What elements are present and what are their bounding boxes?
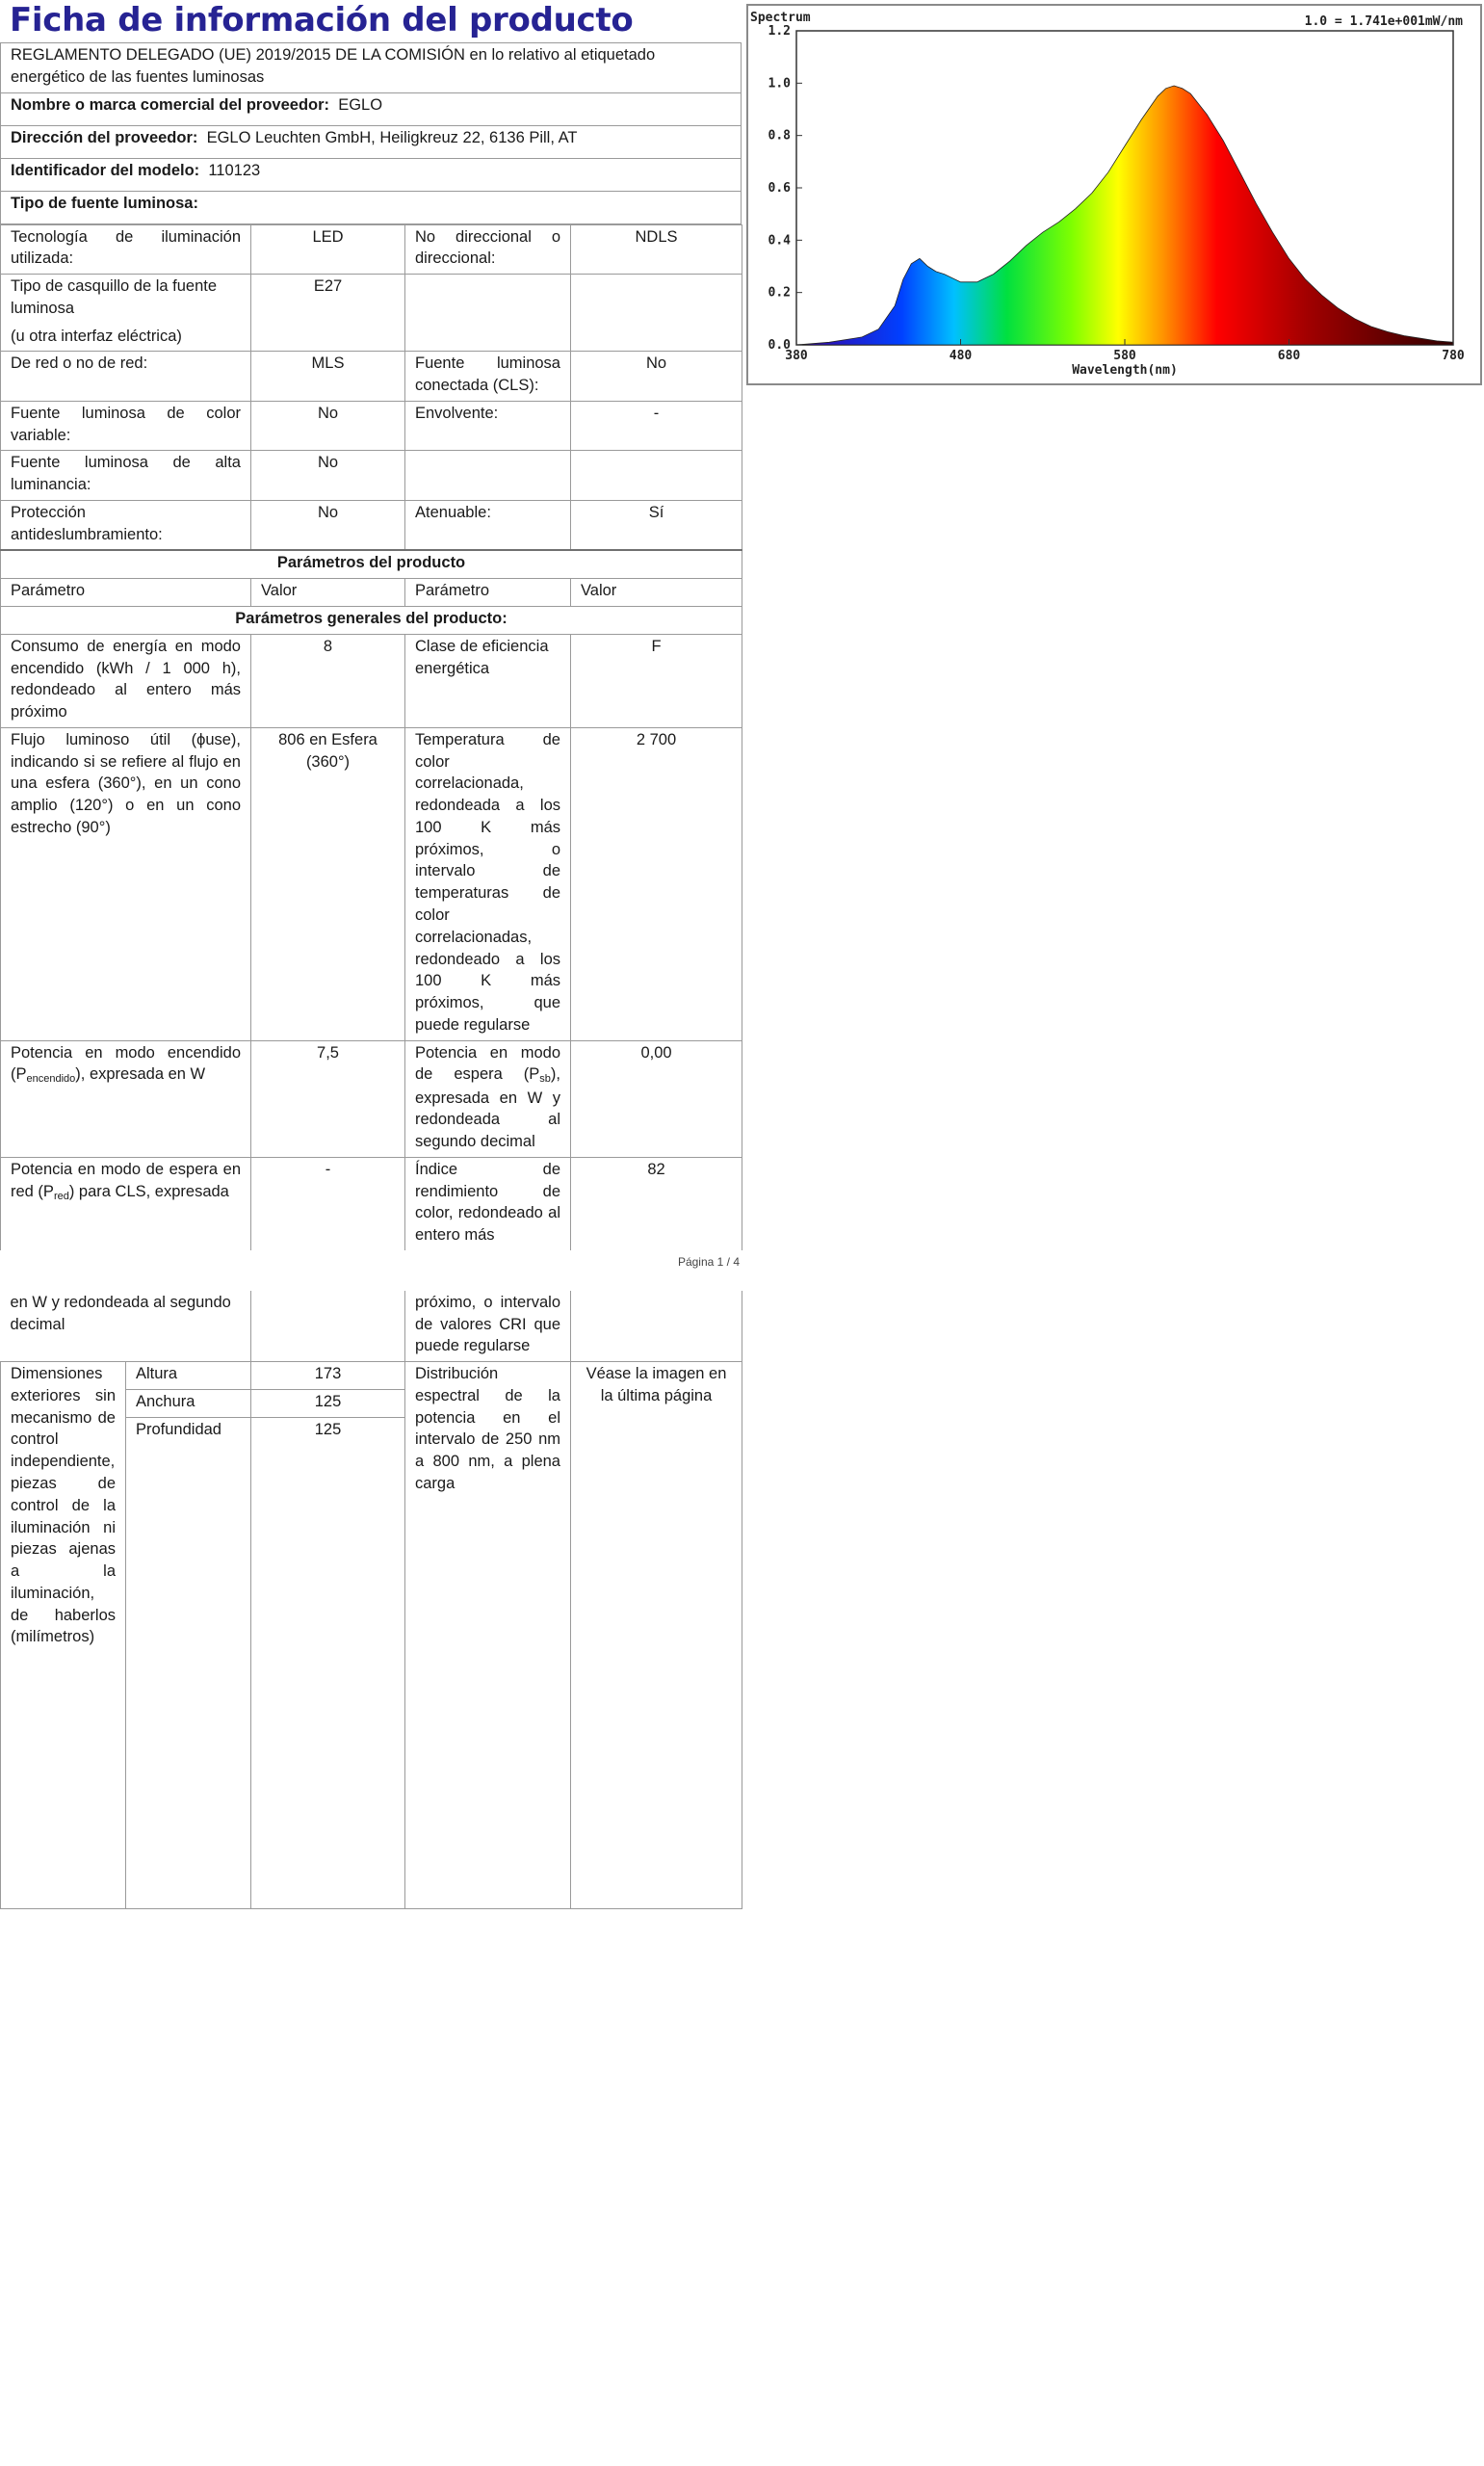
y-tick-label: 1.2 <box>768 24 791 39</box>
light-source-type-heading: Tipo de fuente luminosa: <box>1 191 742 223</box>
height-value: 173 <box>251 1362 405 1390</box>
col-value-header-2: Valor <box>571 579 742 607</box>
supplier-name-value: EGLO <box>338 95 383 114</box>
product-params-heading: Parámetros del producto <box>1 550 742 578</box>
standby-power-value: 0,00 <box>571 1040 742 1157</box>
y-tick-label: 0.6 <box>768 181 791 196</box>
col-param-header: Parámetro <box>1 579 251 607</box>
mains-label: De red o no de red: <box>1 352 251 402</box>
spectrum-series-area <box>796 86 1453 345</box>
dimmable-label: Atenuable: <box>405 500 571 550</box>
x-tick-label: 780 <box>1442 349 1465 363</box>
efficiency-class-label: Clase de eficiencia energética <box>405 634 571 727</box>
glare-label: Protección antideslumbramiento: <box>1 500 251 550</box>
high-luminance-value: No <box>251 451 405 501</box>
spectrum-chart <box>746 4 1482 385</box>
params-continued-table <box>0 1291 742 1909</box>
cap-value: E27 <box>251 275 405 352</box>
colour-variable-label: Fuente luminosa de color variable: <box>1 401 251 451</box>
network-standby-label: Potencia en modo de espera en red $(P_{red})$ para CLS, expresada <box>1 1157 251 1250</box>
cct-value: 2 700 <box>571 727 742 1040</box>
glare-value: No <box>251 500 405 550</box>
directional-label: No direccional o direccional: <box>405 224 571 275</box>
regulation-text: REGLAMENTO DELEGADO (UE) 2019/2015 DE LA COMISIÓN en lo relativo al etiquetado energético de las fuentes luminosas <box>1 43 742 93</box>
tech-label: Tecnología de iluminación utilizada: <box>1 224 251 275</box>
light-source-table <box>0 224 742 1250</box>
flux-value: 806 en Esfera (360°) <box>251 727 405 1040</box>
y-tick-label: 1.0 <box>768 76 791 92</box>
cct-label: Temperatura de color correlacionada, redondeada a los 100 K más próximos, o intervalo de temperaturas de color correlacionadas, redondeado a los 100 K más próximos, que puede regularse <box>405 727 571 1040</box>
on-power-value: 7,5 <box>251 1040 405 1157</box>
x-tick-label: 480 <box>949 349 973 363</box>
standby-power-label: Potencia en modo de espera $(P_{sb})$, expresada en W y redondeada al segundo decimal <box>405 1040 571 1157</box>
y-tick-label: 0.0 <box>768 338 791 353</box>
envelope-value: - <box>571 401 742 451</box>
spd-label: Distribución espectral de la potencia en el intervalo de 250 nm a 800 nm, a plena carga <box>405 1362 571 1909</box>
spectrum-svg <box>748 6 1480 383</box>
x-tick-label: 380 <box>785 349 808 363</box>
x-tick-label: 580 <box>1113 349 1136 363</box>
col-value-header: Valor <box>251 579 405 607</box>
envelope-label: Envolvente: <box>405 401 571 451</box>
y-tick-label: 0.8 <box>768 128 791 144</box>
mains-value: MLS <box>251 352 405 402</box>
high-luminance-label: Fuente luminosa de alta luminancia: <box>1 451 251 501</box>
supplier-table <box>0 42 742 224</box>
x-axis-label: Wavelength(nm) <box>1072 363 1178 378</box>
product-info-sheet <box>0 0 742 1909</box>
y-tick-label: 0.2 <box>768 285 791 301</box>
energy-label: Consumo de energía en modo encendido (kWh / 1 000 h), redondeado al entero más próximo <box>1 634 251 727</box>
chart-annotation: 1.0 = 1.741e+001mW/nm <box>1304 14 1463 29</box>
energy-value: 8 <box>251 634 405 727</box>
depth-label: Profundidad <box>126 1417 251 1908</box>
colour-variable-value: No <box>251 401 405 451</box>
cri-label: Índice de rendimiento de color, redondeado al entero más <box>405 1157 571 1250</box>
supplier-address-row: Dirección del proveedor: EGLO Leuchten GmbH, Heiligkreuz 22, 6136 Pill, AT <box>1 125 742 158</box>
cap-label: Tipo de casquillo de la fuente luminosa (u otra interfaz eléctrica) <box>1 275 251 352</box>
flux-label: Flujo luminoso útil (ϕuse), indicando si se refiere al flujo en una esfera (360°), en un cono amplio (120°) o en un cono estrecho (90°) <box>1 727 251 1040</box>
directional-value: NDLS <box>571 224 742 275</box>
network-standby-value: - <box>251 1157 405 1250</box>
on-power-label: Potencia en modo encendido $(P_{encendido})$, expresada en W <box>1 1040 251 1157</box>
depth-value: 125 <box>251 1417 405 1908</box>
page-title: Ficha de información del producto <box>10 1 634 39</box>
dimmable-value: Sí <box>571 500 742 550</box>
model-id-row: Identificador del modelo: 110123 <box>1 158 742 191</box>
cls-label: Fuente luminosa conectada (CLS): <box>405 352 571 402</box>
chart-title: Spectrum <box>750 11 811 25</box>
cri-label-cont: próximo, o intervalo de valores CRI que puede regularse <box>405 1291 571 1362</box>
tech-value: LED <box>251 224 405 275</box>
supplier-name-row: Nombre o marca comercial del proveedor: EGLO <box>1 92 742 125</box>
spd-value: Véase la imagen en la última página <box>571 1362 742 1909</box>
page-number: Página 1 / 4 <box>677 1254 740 1269</box>
cls-value: No <box>571 352 742 402</box>
x-tick-label: 680 <box>1277 349 1301 363</box>
supplier-address-value: EGLO Leuchten GmbH, Heiligkreuz 22, 6136 Pill, AT <box>206 128 578 146</box>
width-label: Anchura <box>126 1389 251 1417</box>
width-value: 125 <box>251 1389 405 1417</box>
network-standby-label-cont: en W y redondeada al segundo decimal <box>1 1291 251 1362</box>
model-id-value: 110123 <box>208 161 261 179</box>
dimensions-label: Dimensiones exteriores sin mecanismo de control independiente, piezas de control de la iluminación ni piezas ajenas a la iluminación, de haberlos (milímetros) <box>1 1362 126 1909</box>
efficiency-class-value: F <box>571 634 742 727</box>
col-param-header-2: Parámetro <box>405 579 571 607</box>
y-tick-label: 0.4 <box>768 233 791 249</box>
general-params-heading: Parámetros generales del producto: <box>1 607 742 635</box>
height-label: Altura <box>126 1362 251 1390</box>
cri-value: 82 <box>571 1157 742 1250</box>
